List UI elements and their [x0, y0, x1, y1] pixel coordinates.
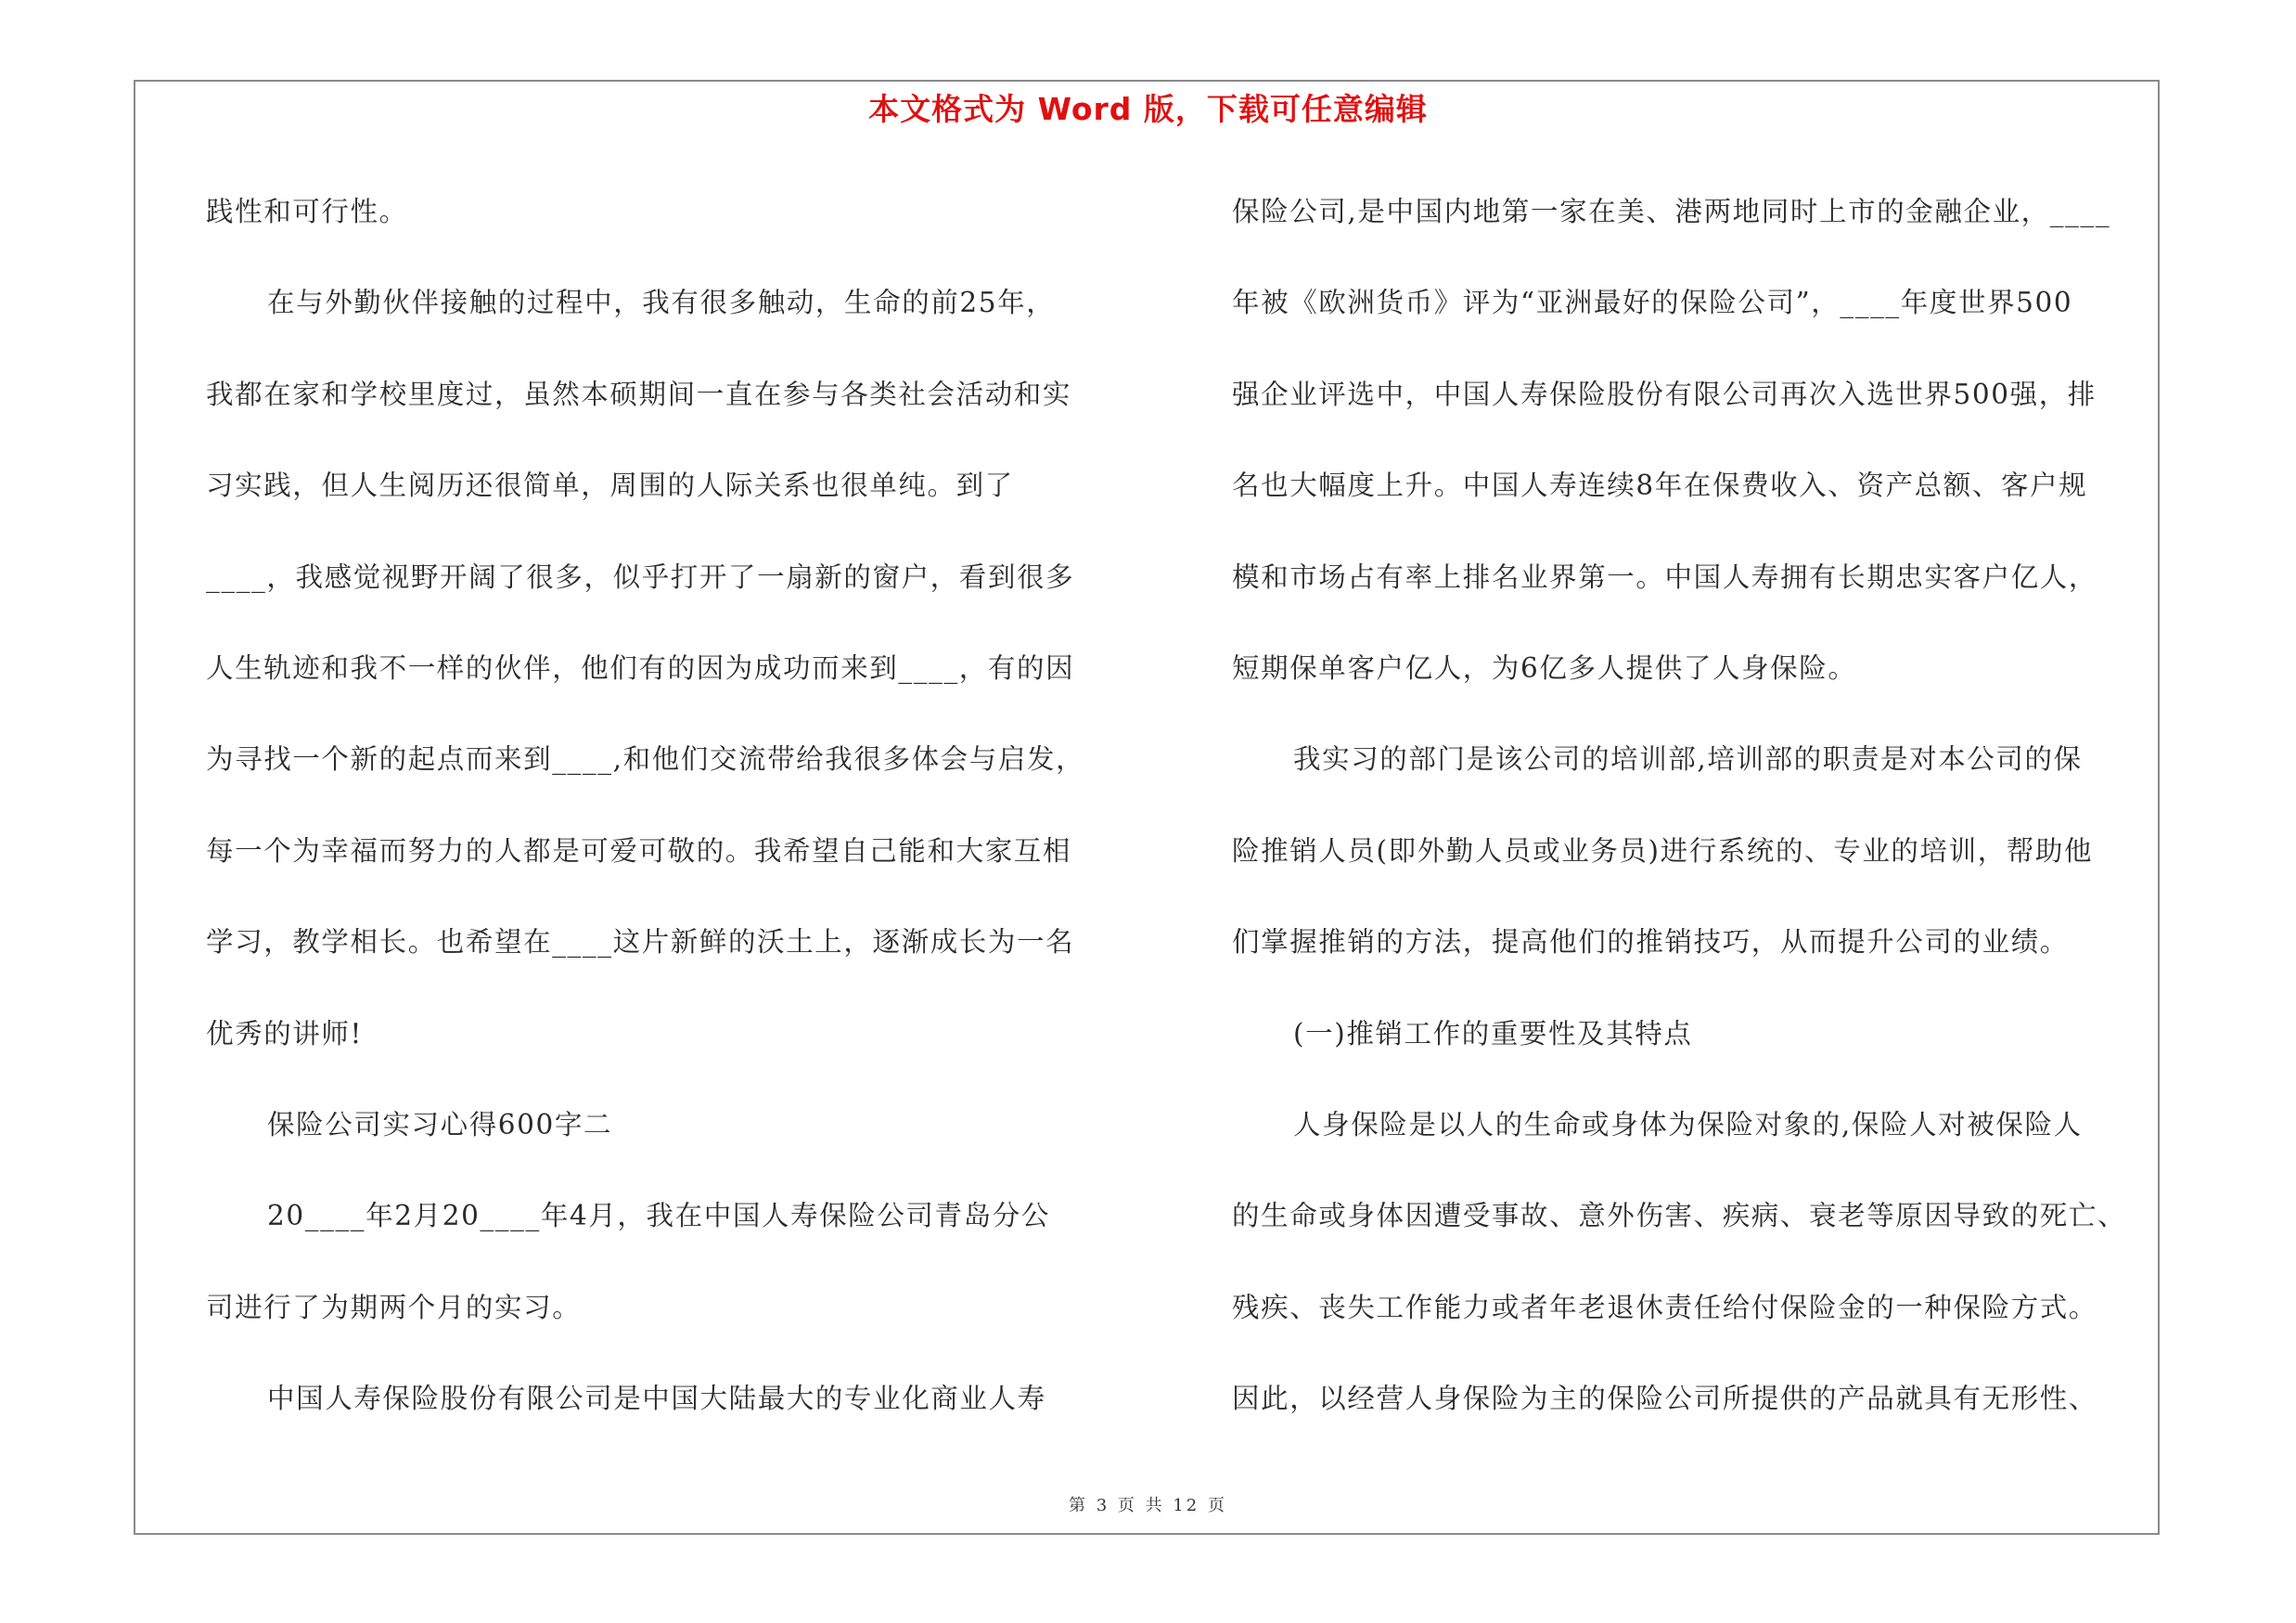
- text-line: 模和市场占有率上排名业界第一。中国人寿拥有长期忠实客户亿人，: [1232, 560, 2098, 593]
- text-line: 我实习的部门是该公司的培训部,培训部的职责是对本公司的保: [1293, 743, 2083, 776]
- text-line: 在与外勤伙伴接触的过程中，我有很多触动，生命的前25年，: [267, 287, 1056, 319]
- text-line: 年被《欧洲货币》评为“亚洲最好的保险公司”，____年度世界500: [1232, 287, 2073, 319]
- text-line: 名也大幅度上升。中国人寿连续8年在保费收入、资产总额、客户规: [1232, 470, 2088, 502]
- page-footer: 第 3 页 共 12 页: [1069, 1496, 1227, 1515]
- text-line: 每一个为幸福而努力的人都是可爱可敬的。我希望自己能和大家互相: [206, 834, 1072, 867]
- text-line: 20____年2月20____年4月，我在中国人寿保险公司青岛分公: [267, 1200, 1050, 1232]
- right-text-column: [1232, 186, 2150, 1463]
- text-line: 人生轨迹和我不一样的伙伴，他们有的因为成功而来到____，有的因: [206, 651, 1075, 684]
- text-line: 保险公司实习心得600字二: [267, 1108, 613, 1140]
- left-text-column: [206, 186, 1124, 1463]
- text-line: 司进行了为期两个月的实习。: [206, 1291, 582, 1323]
- text-line: 习实践，但人生阅历还很简单，周围的人际关系也很单纯。到了: [206, 470, 1014, 502]
- text-line: 中国人寿保险股份有限公司是中国大陆最大的专业化商业人寿: [267, 1383, 1046, 1415]
- text-line: 的生命或身体因遭受事故、意外伤害、疾病、衰老等原因导致的死亡、: [1232, 1200, 2127, 1232]
- text-line: 我都在家和学校里度过，虽然本硕期间一直在参与各类社会活动和实: [206, 378, 1072, 410]
- text-line: 为寻找一个新的起点而来到____,和他们交流带给我很多体会与启发，: [206, 743, 1085, 776]
- format-banner: 本文格式为 Word 版，下载可任意编辑: [868, 91, 1428, 127]
- text-line: (一)推销工作的重要性及其特点: [1293, 1017, 1693, 1050]
- text-line: 短期保单客户亿人，为6亿多人提供了人身保险。: [1232, 651, 1857, 684]
- text-line: 优秀的讲师!: [206, 1017, 363, 1050]
- text-line: 践性和可行性。: [206, 196, 408, 227]
- text-line: 险推销人员(即外勤人员或业务员)进行系统的、专业的培训，帮助他: [1232, 834, 2094, 867]
- text-line: 残疾、丧失工作能力或者年老退休责任给付保险金的一种保险方式。: [1232, 1291, 2098, 1323]
- text-line: ____，我感觉视野开阔了很多，似乎打开了一扇新的窗户，看到很多: [206, 560, 1075, 593]
- text-line: 保险公司,是中国内地第一家在美、港两地同时上市的金融企业，____: [1232, 196, 2111, 227]
- text-line: 因此，以经营人身保险为主的保险公司所提供的产品就具有无形性、: [1232, 1383, 2098, 1415]
- text-line: 强企业评选中，中国人寿保险股份有限公司再次入选世界500强，排: [1232, 378, 2097, 410]
- text-line: 们掌握推销的方法，提高他们的推销技巧，从而提升公司的业绩。: [1232, 926, 2069, 959]
- text-line: 人身保险是以人的生命或身体为保险对象的,保险人对被保险人: [1293, 1108, 2083, 1140]
- text-line: 学习，教学相长。也希望在____这片新鲜的沃土上，逐渐成长为一名: [206, 926, 1075, 959]
